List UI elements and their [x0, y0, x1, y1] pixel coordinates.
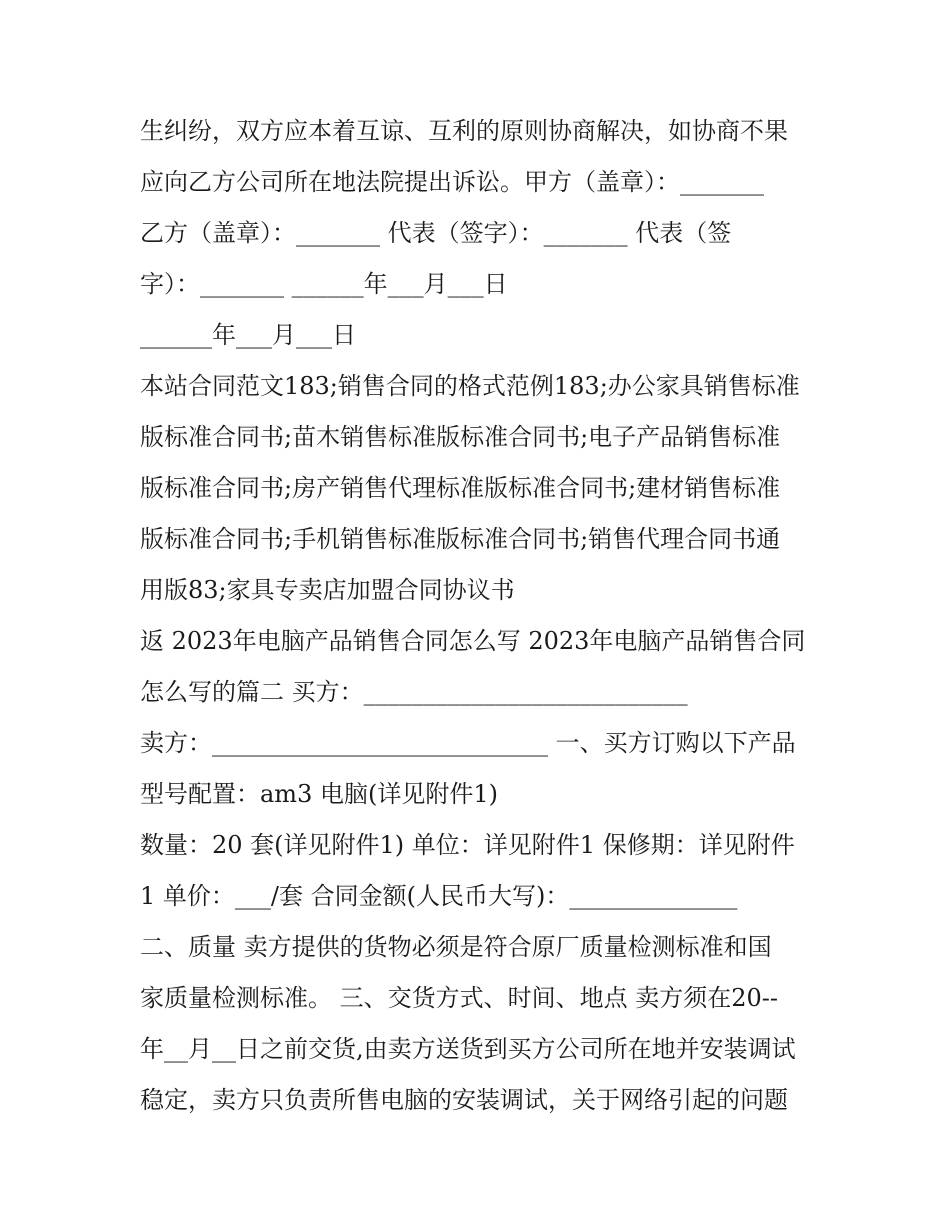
text-line: 版标准合同书;房产销售代理标准版标准合同书;建材销售标准 [140, 474, 781, 502]
text-line: 版标准合同书;苗木销售标准版标准合同书;电子产品销售标准 [140, 423, 781, 451]
text-line: 用版83;家具专卖店加盟合同协议书 [140, 576, 515, 604]
text-line: 年__月__日之前交货,由卖方送货到买方公司所在地并安装调试 [140, 1035, 796, 1063]
text-line: 乙方（盖章）：_______ 代表（签字）：_______ 代表（签 [140, 219, 732, 247]
contract-text [140, 106, 830, 1126]
text-line: 1 单价：___/套 合同金额(人民币大写)：______________ [140, 882, 738, 910]
text-line: 家质量检测标准。 三、交货方式、时间、地点 卖方须在20-- [140, 984, 779, 1012]
text-line: 版标准合同书;手机销售标准版标准合同书;销售代理合同书通 [140, 525, 781, 553]
text-line: 应向乙方公司所在地法院提出诉讼。甲方（盖章）：_______ [140, 168, 764, 196]
text-line: 数量：20 套(详见附件1) 单位：详见附件1 保修期：详见附件 [140, 831, 795, 859]
text-line: 字）：_______ ______年___月___日 [140, 270, 508, 298]
text-line: ______年___月___日 [140, 321, 356, 349]
text-line: 稳定，卖方只负责所售电脑的安装调试，关于网络引起的问题 [140, 1086, 788, 1114]
text-line: 卖方：____________________________ 一、买方订购以下产品 [140, 729, 796, 757]
text-line: 型号配置：am3 电脑(详见附件1) [140, 780, 498, 808]
text-line: 返 2023年电脑产品销售合同怎么写 2023年电脑产品销售合同 [140, 627, 806, 655]
text-line: 怎么写的篇二 买方：___________________________ [140, 678, 688, 706]
text-line: 二、质量 卖方提供的货物必须是符合原厂质量检测标准和国 [140, 933, 772, 961]
text-line: 生纠纷，双方应本着互谅、互利的原则协商解决，如协商不果 [140, 117, 788, 145]
text-line: 本站合同范文183;销售合同的格式范例183;办公家具销售标准 [140, 372, 800, 400]
